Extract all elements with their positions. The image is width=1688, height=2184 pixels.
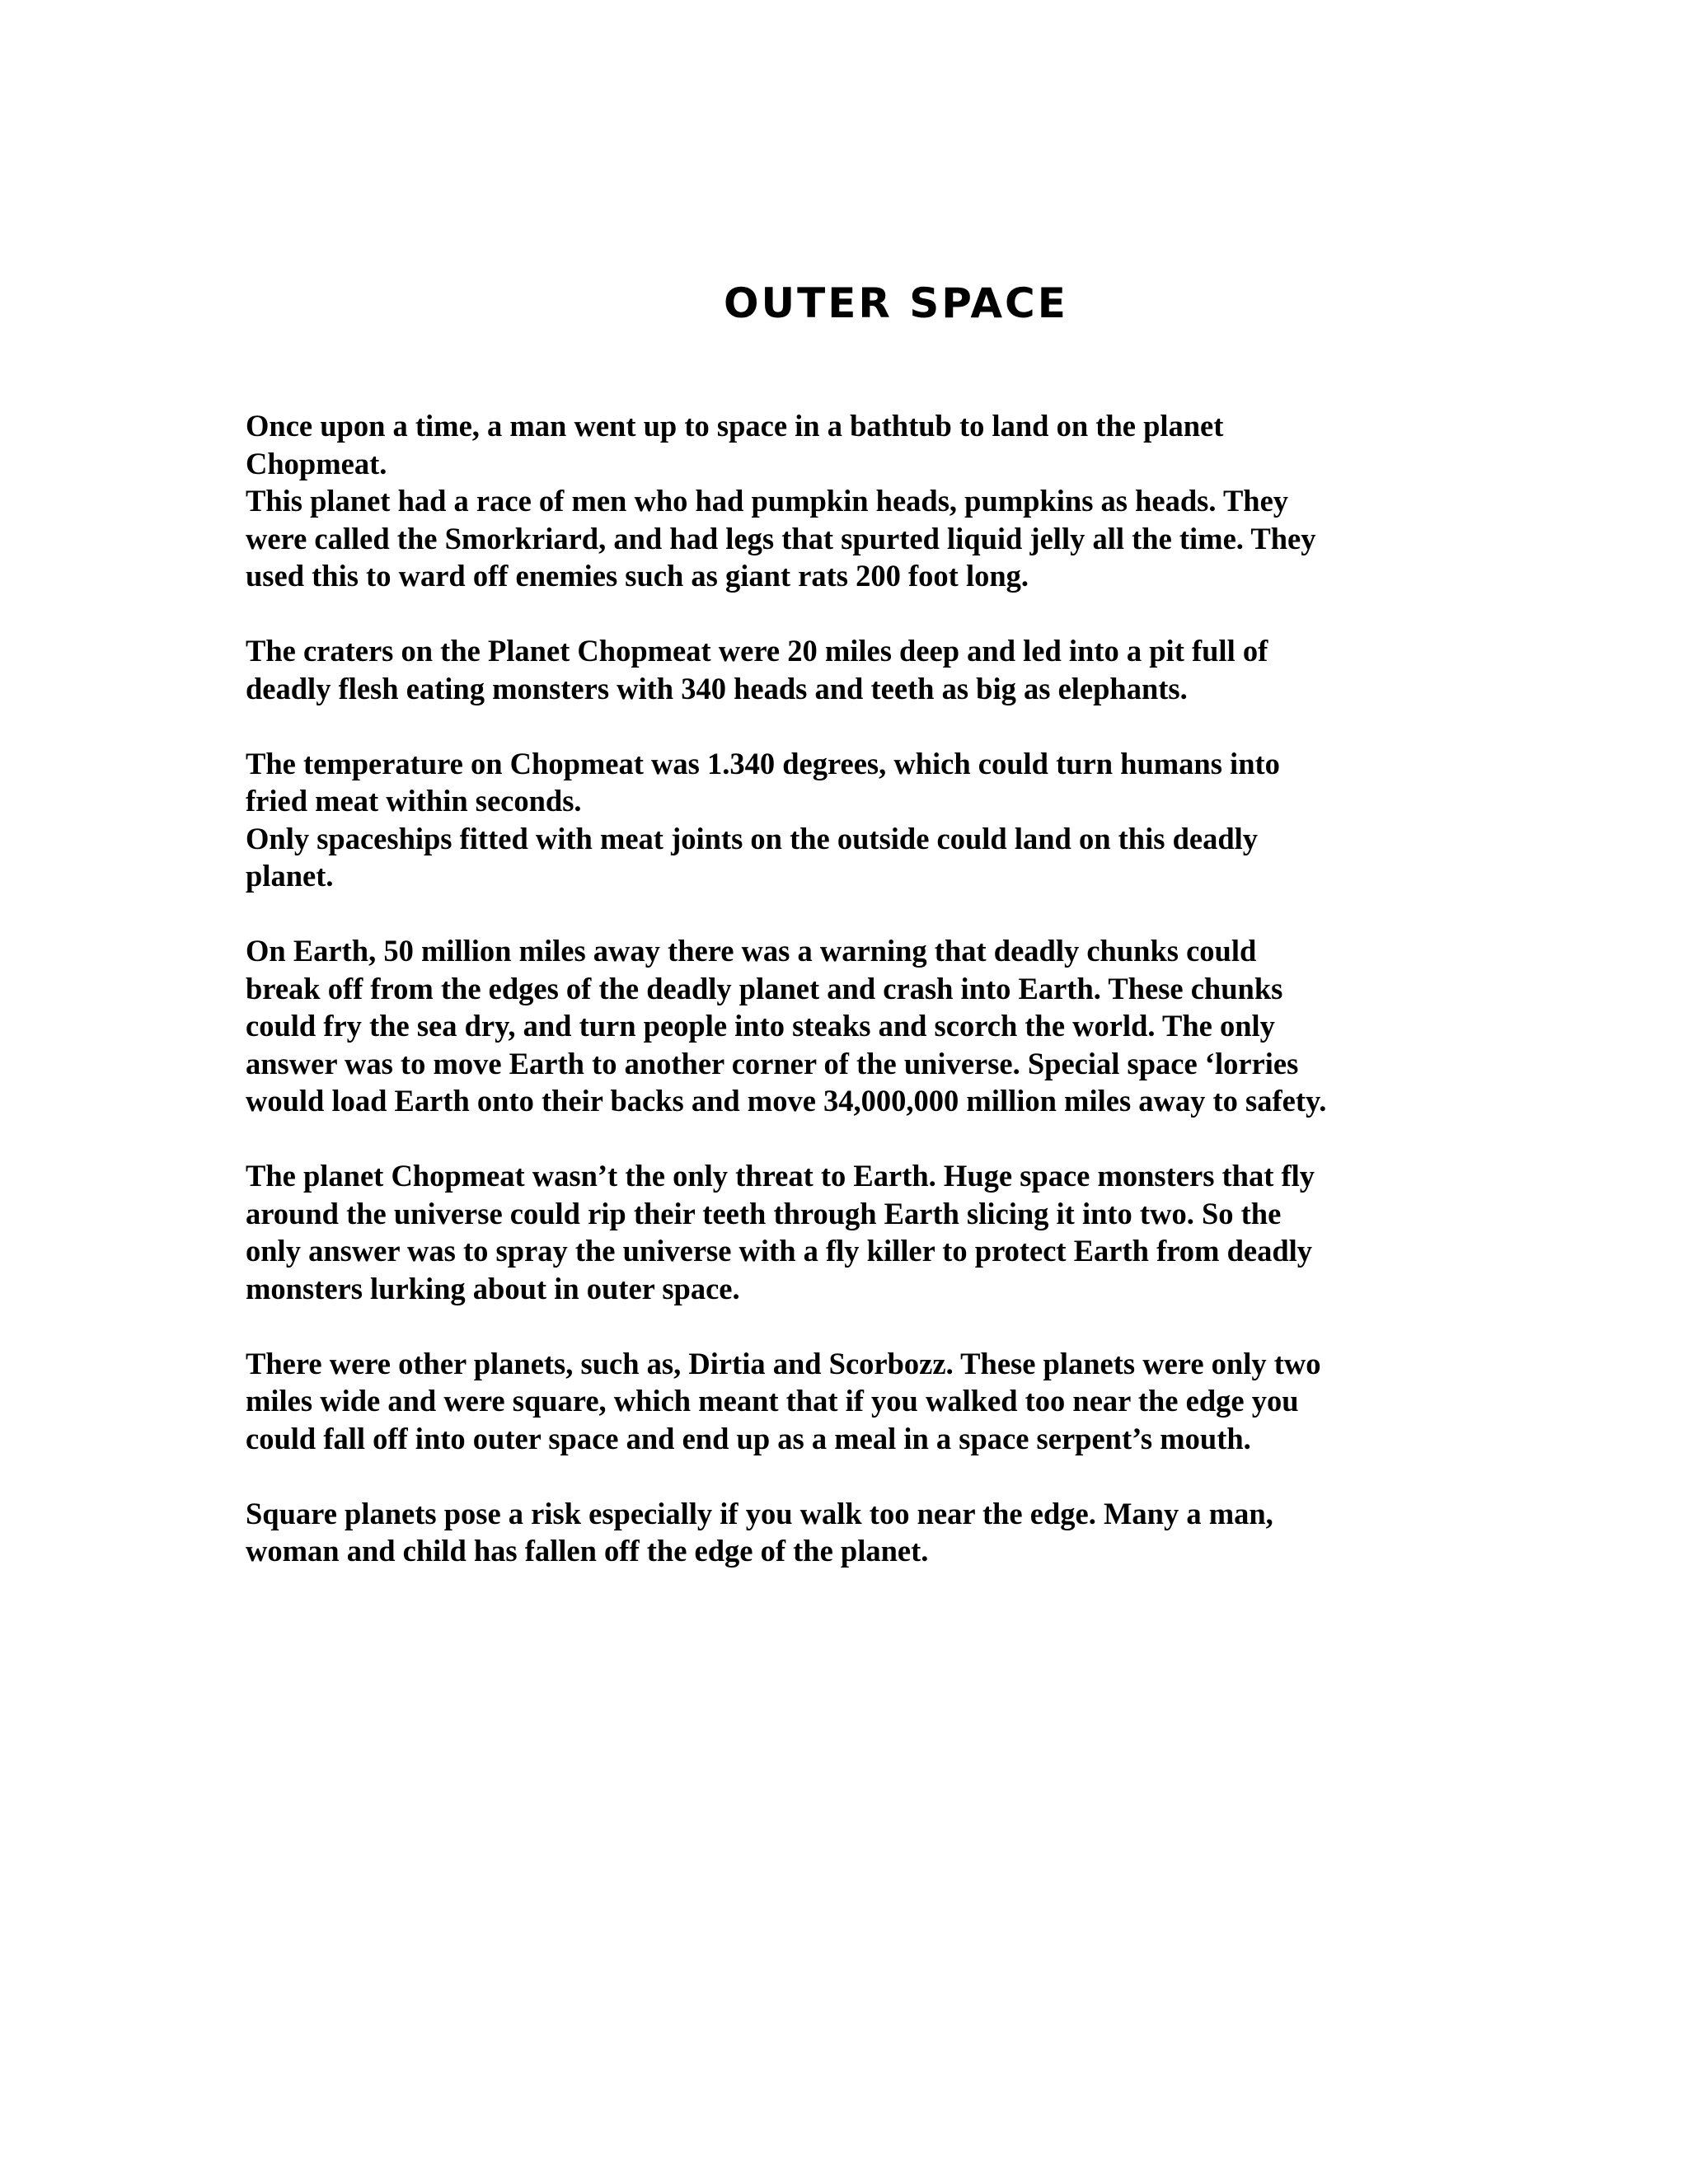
text-line: fried meat within seconds. (246, 784, 582, 818)
text-line: monsters lurking about in outer space. (246, 1271, 740, 1305)
text-line: The planet Chopmeat wasn’t the only threat to Earth. Huge space monsters that fly (246, 1159, 1315, 1193)
text-line: were called the Smorkriard, and had legs that spurted liquid jelly all the time. They (246, 521, 1316, 555)
text-line: Chopmeat. (246, 446, 387, 480)
paragraph (246, 1345, 1465, 1458)
text-line: miles wide and were square, which meant that if you walked too near the edge you (246, 1384, 1299, 1418)
text-line: Square planets pose a risk especially if you walk too near the edge. Many a man, (246, 1496, 1273, 1530)
text-line: used this to ward off enemies such as giant rats 200 foot long. (246, 559, 1029, 593)
text-line: could fall off into outer space and end up as a meal in a space serpent’s mouth. (246, 1421, 1251, 1455)
paragraph (246, 932, 1465, 1120)
text-line: answer was to move Earth to another corner of the universe. Special space ‘lorries (246, 1046, 1299, 1080)
text-line: deadly flesh eating monsters with 340 heads and teeth as big as elephants. (246, 671, 1188, 705)
text-line: woman and child has fallen off the edge of the planet. (246, 1534, 929, 1568)
text-line: The craters on the Planet Chopmeat were 20 miles deep and led into a pit full of (246, 634, 1268, 668)
text-line: Once upon a time, a man went up to space in a bathtub to land on the planet (246, 409, 1224, 443)
text-line: planet. (246, 859, 334, 893)
text-line: The temperature on Chopmeat was 1.340 degrees, which could turn humans into (246, 746, 1280, 780)
paragraph (246, 407, 1465, 595)
text-line: On Earth, 50 million miles away there was a warning that deadly chunks could (246, 934, 1257, 968)
text-line: could fry the sea dry, and turn people into steaks and scorch the world. The only (246, 1009, 1275, 1043)
page-title: OUTER SPACE (724, 279, 1068, 327)
text-line: only answer was to spray the universe with a fly killer to protect Earth from deadly (246, 1234, 1313, 1268)
text-line: Only spaceships fitted with meat joints on the outside could land on this deadly (246, 821, 1259, 855)
text-line: This planet had a race of men who had pumpkin heads, pumpkins as heads. They (246, 484, 1289, 518)
text-line: around the universe could rip their teeth through Earth slicing it into two. So the (246, 1196, 1282, 1230)
text-line: would load Earth onto their backs and move 34,000,000 million miles away to safety. (246, 1084, 1327, 1118)
paragraph (246, 632, 1465, 707)
paragraph (246, 1495, 1465, 1570)
text-line: There were other planets, such as, Dirtia and Scorbozz. These planets were only two (246, 1346, 1321, 1380)
text-line: break off from the edges of the deadly planet and crash into Earth. These chunks (246, 971, 1283, 1005)
paragraph (246, 745, 1465, 895)
story-body (246, 407, 1465, 1607)
paragraph (246, 1157, 1465, 1307)
